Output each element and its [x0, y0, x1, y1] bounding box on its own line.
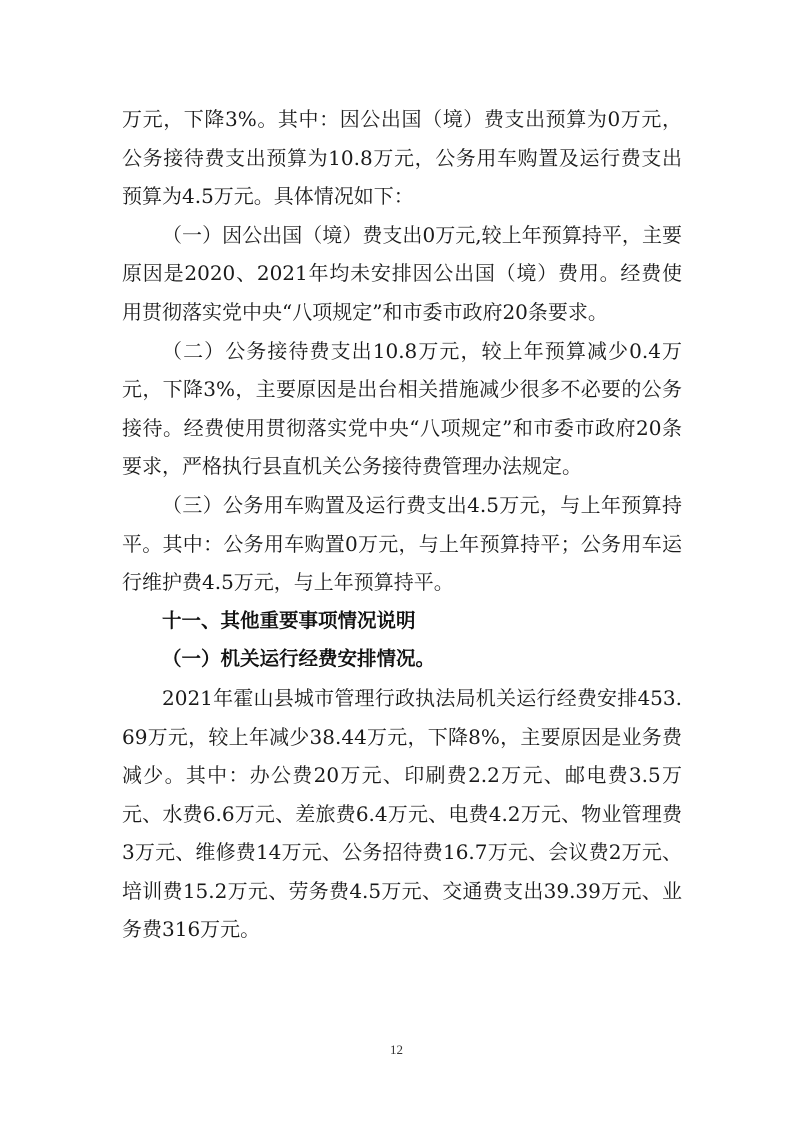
paragraph-budget-summary: 万元，下降3%。其中：因公出国（境）费支出预算为0万元，公务接待费支出预算为10.8万元，公务用车购置及运行费支出预算为4.5万元。具体情况如下：: [122, 107, 682, 209]
paragraph-official-reception: （二）公务接待费支出10.8万元，较上年预算减少0.4万元，下降3%，主要原因是出台相关措施减少很多不必要的公务接待。经费使用贯彻落实党中央“八项规定”和市委市政府20条要求，严格执行县直机关公务接待费管理办法规定。: [122, 338, 682, 479]
paragraph-official-vehicles: （三）公务用车购置及运行费支出4.5万元，与上年预算持平。其中：公务用车购置0万元，与上年预算持平；公务用车运行维护费4.5万元，与上年预算持平。: [122, 492, 682, 595]
paragraph-overseas-travel: （一）因公出国（境）费支出0万元,较上年预算持平，主要原因是2020、2021年均未安排因公出国（境）费用。经费使用贯彻落实党中央“八项规定”和市委市政府20条要求。: [122, 222, 682, 324]
document-body: [122, 100, 682, 949]
paragraph-operating-expenses-detail: 2021年霍山县城市管理行政执法局机关运行经费安排453.69万元，较上年减少38.44万元，下降8%，主要原因是业务费减少。其中：办公费20万元、印刷费2.2万元、邮电费3.5万元、水费6.6万元、差旅费6.4万元、电费4.2万元、物业管理费3万元、维修费14万元、公务招待费16.7万元、会议费2万元、培训费15.2万元、劳务费4.5万元、交通费支出39.39万元、业务费316万元。: [122, 685, 682, 942]
section-heading-other-matters: 十一、其他重要事项情况说明: [162, 608, 416, 632]
page-number: 12: [390, 1042, 403, 1057]
subsection-heading-operating-expenses: （一）机关运行经费安排情况。: [162, 647, 436, 671]
